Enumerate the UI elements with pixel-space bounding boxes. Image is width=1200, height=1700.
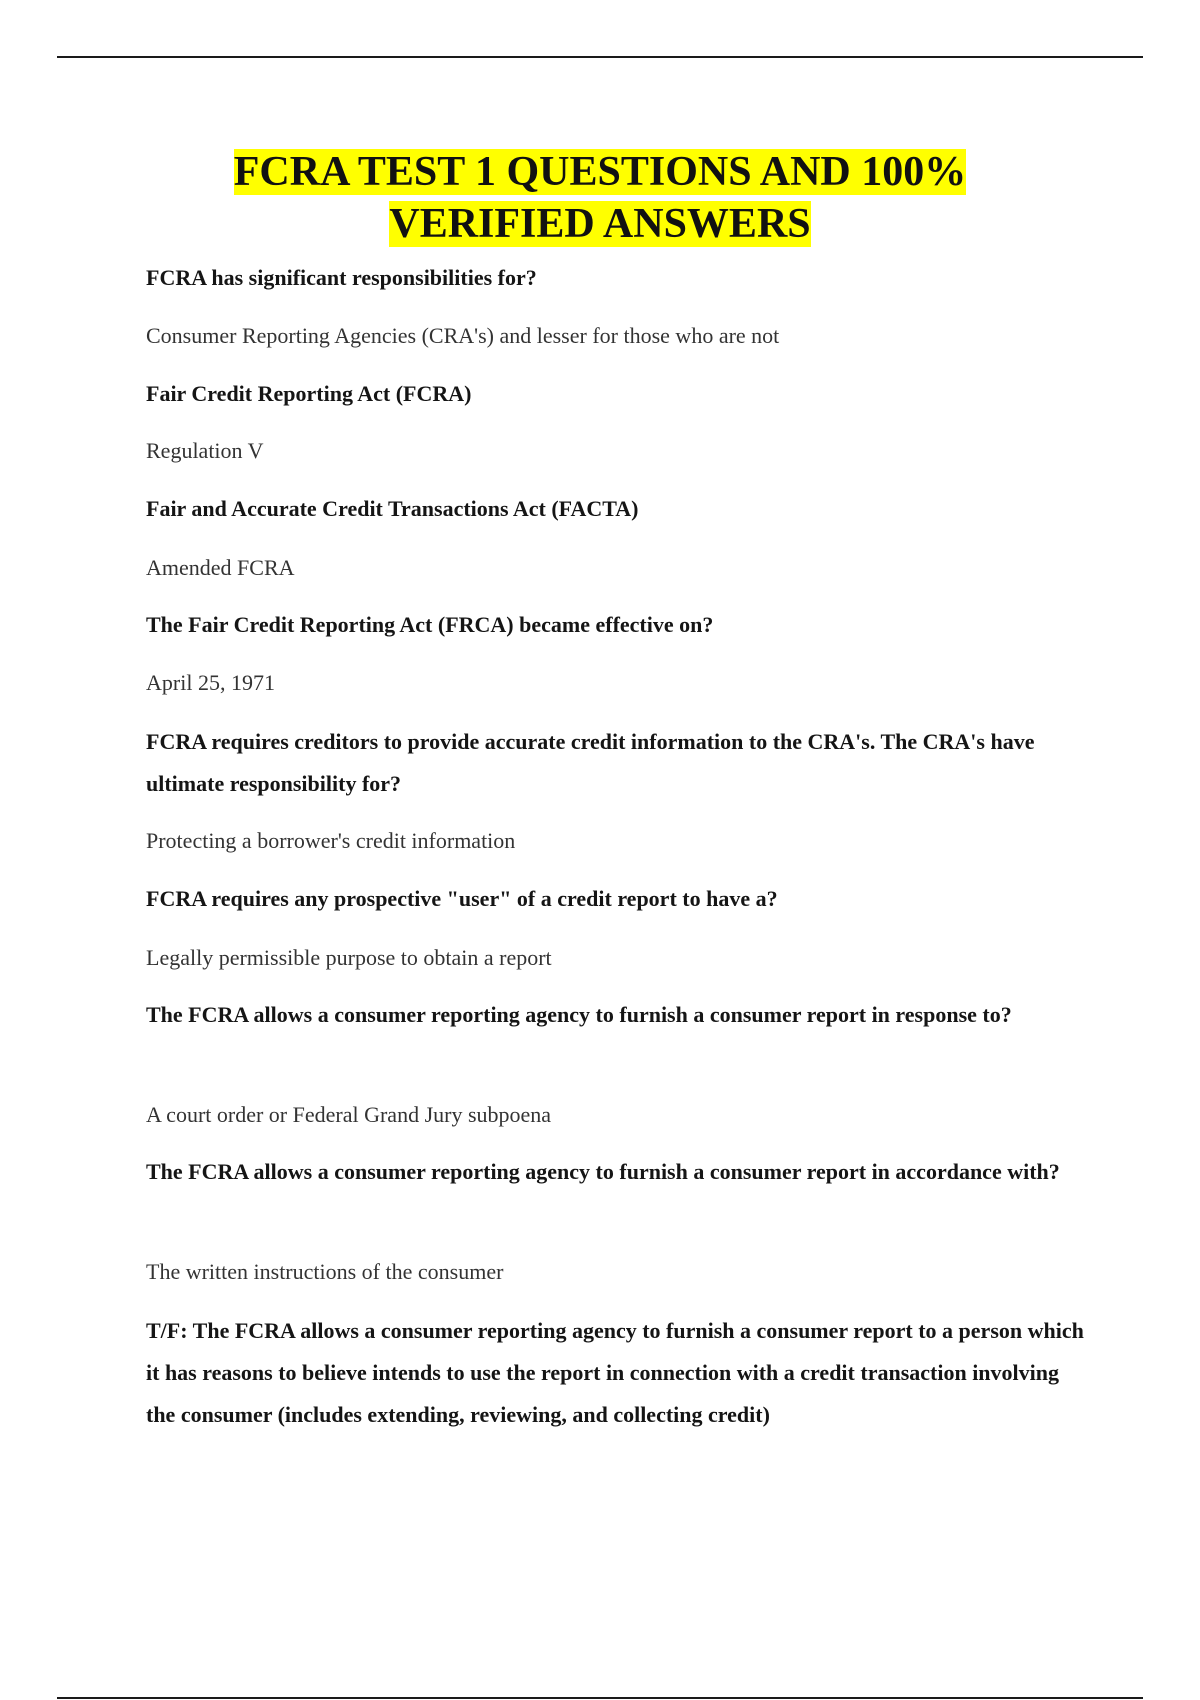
question-1: FCRA has significant responsibilities for? — [146, 265, 537, 290]
title-line-1: FCRA TEST 1 QUESTIONS AND 100% — [233, 149, 967, 195]
answer-7: A court order or Federal Grand Jury subpoena — [146, 1102, 552, 1127]
answer-6: Legally permissible purpose to obtain a report — [146, 945, 552, 970]
question-2: Fair Credit Reporting Act (FCRA) — [146, 381, 472, 406]
answer-2: Regulation V — [146, 438, 264, 463]
question-8: The FCRA allows a consumer reporting agency to furnish a consumer report in accordance with? — [146, 1159, 1060, 1184]
answer-1: Consumer Reporting Agencies (CRA's) and lesser for those who are not — [146, 323, 780, 348]
answer-4: April 25, 1971 — [146, 670, 275, 695]
title-line-2: VERIFIED ANSWERS — [389, 201, 811, 247]
answer-5: Protecting a borrower's credit information — [146, 828, 516, 853]
answer-3: Amended FCRA — [146, 555, 295, 580]
answer-8: The written instructions of the consumer — [146, 1259, 504, 1284]
question-6: FCRA requires any prospective "user" of a credit report to have a? — [146, 886, 778, 911]
question-4: The Fair Credit Reporting Act (FRCA) became effective on? — [146, 612, 714, 637]
document-title — [0, 146, 1200, 250]
bottom-rule — [57, 1697, 1143, 1699]
question-7: The FCRA allows a consumer reporting agency to furnish a consumer report in response to? — [146, 1002, 1012, 1027]
question-5: FCRA requires creditors to provide accurate credit information to the CRA's. The CRA's have ultimate responsibility for? — [146, 729, 1035, 796]
top-rule — [57, 56, 1143, 58]
question-9: T/F: The FCRA allows a consumer reporting agency to furnish a consumer report to a person which it has reasons to believe intends to use the report in connection with a credit transaction involving the consumer (includes extending, reviewing, and collecting credit) — [146, 1318, 1084, 1427]
question-3: Fair and Accurate Credit Transactions Act (FACTA) — [146, 496, 639, 521]
